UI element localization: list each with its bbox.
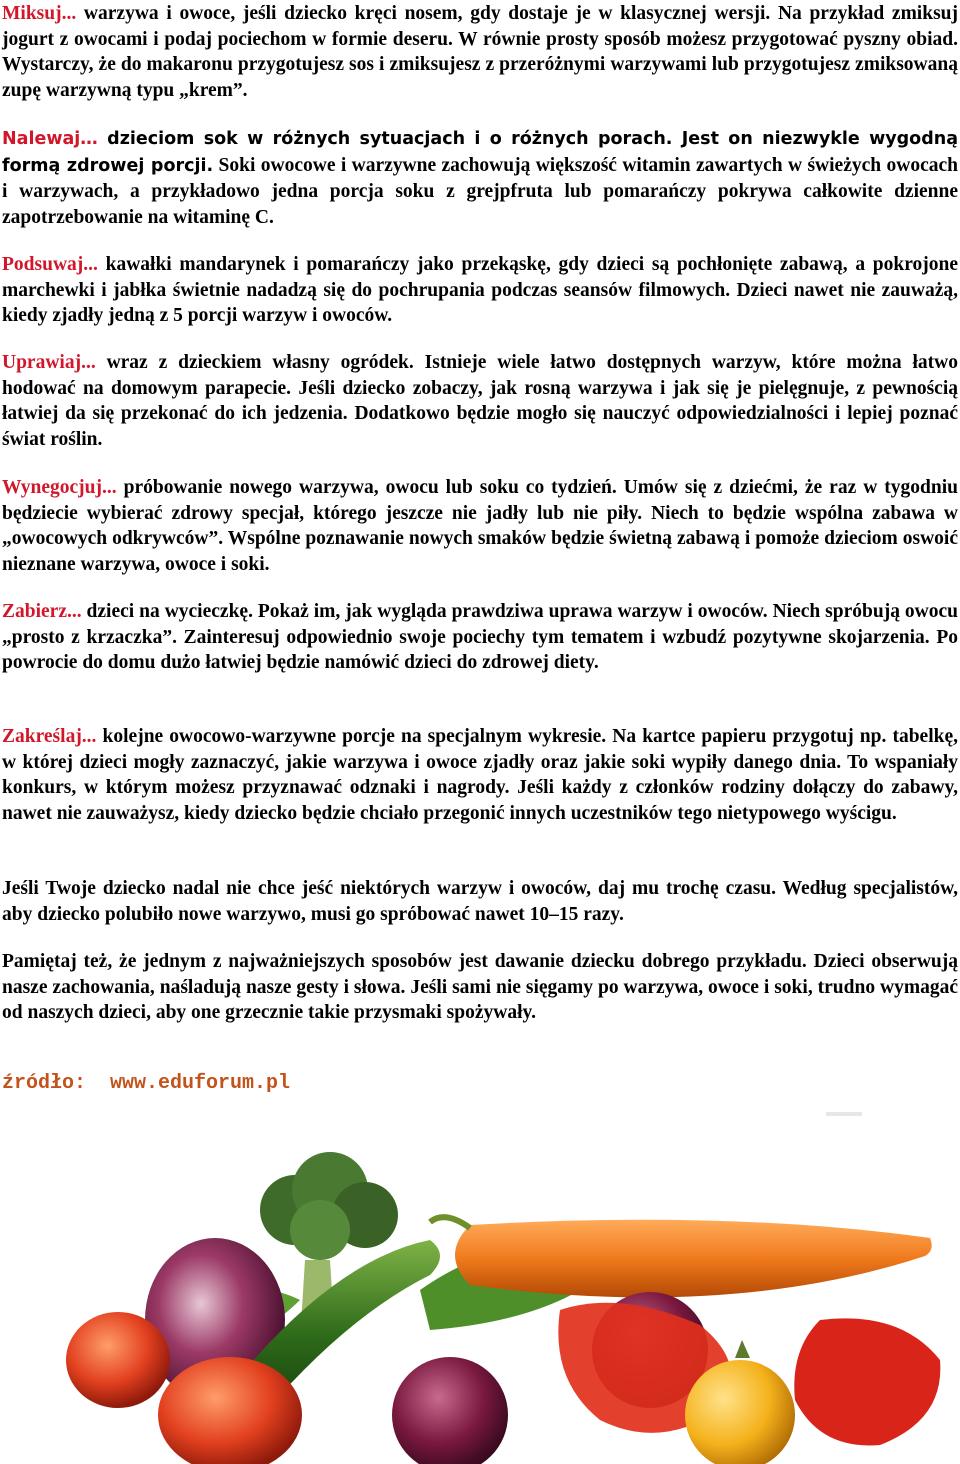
source-url[interactable]: www.eduforum.pl (110, 1072, 291, 1095)
paragraph-text: próbowanie nowego warzywa, owocu lub soku co tydzień. Umów się z dziećmi, że raz w tygodniu będziecie wybierać zdrowy specjał, którego jeszcze nie jadły lub nie piły. Niech to będzie wspólna zabawa w „owocowych odkrywców”. Wspólne poznawanie nowych smaków będzie świetną zabawą i pomoże dzieciom oswoić nieznane warzywa, owoce i soki. (2, 477, 958, 575)
paragraph-text: wraz z dzieckiem własny ogródek. Istnieje wiele łatwo dostępnych warzyw, które można łatwo hodować na domowym parapecie. Jeśli dziecko zobaczy, jak rosną warzywa i jak się je pielęgnuje, z pewnością łatwiej da się przekonać do ich jedzenia. Dodatkowo będzie mogło się nauczyć odpowiedzialności i lepiej poznać świat roślin. (2, 352, 958, 450)
paragraph-zakreslaj (2, 724, 958, 826)
paragraph-text-sans: dzieciom sok w różnych sytuacjach i o różnych porach. Jest on niezwykle wygodną formą zdrowej porcji. (2, 129, 958, 176)
paragraph-text: Pamiętaj też, że jednym z najważniejszych sposobów jest dawanie dziecku dobrego przykładu. Dzieci obserwują nasze zachowania, naśladują nasze gesty i słowa. Jeśli sami nie sięgamy po warzywa, owoce i soki, trudno wymagać od naszych dzieci, aby one grzecznie takie przysmaki spożywały. (2, 951, 958, 1024)
source-line (2, 1072, 290, 1095)
lead-word-zakreslaj: Zakreślaj... (2, 726, 97, 747)
tiny-watermark (826, 1112, 862, 1116)
lead-word-zabierz: Zabierz... (2, 601, 82, 622)
paragraph-text: kawałki mandarynek i pomarańczy jako przekąskę, gdy dzieci są pochłonięte zabawą, a pokrojone marchewki i jabłka świetnie nadadzą się do pochrupania podczas seansów filmowych. Dzieci nawet nie zauważą, kiedy zjadły jedną z 5 porcji warzyw i owoców. (2, 254, 958, 327)
paragraph-text: Jeśli Twoje dziecko nadal nie chce jeść niektórych warzyw i owoców, daj mu trochę czasu. Według specjalistów, aby dziecko polubiło nowe warzywo, musi go spróbować nawet 10–15 razy. (2, 878, 958, 925)
paragraph-nalewaj (2, 126, 958, 230)
paragraph-text: warzywa i owoce, jeśli dziecko kręci nosem, gdy dostaje je w klasycznej wersji. Na przykład zmiksuj jogurt z owocami i podaj pociechom w formie deseru. W równie prosty sposób możesz przygotować pyszny obiad. Wystarczy, że do makaronu przygotujesz sos i zmiksujesz z przeróżnymi warzywami lub przygotujesz zmiksowaną zupę warzywną typu „krem”. (2, 3, 958, 101)
lead-word-miksuj: Miksuj... (2, 3, 77, 24)
lead-word-wynegocjuj: Wynegocjuj... (2, 477, 117, 498)
paragraph-example (2, 949, 958, 1026)
vegetables-photo (0, 1150, 960, 1464)
paragraph-text: kolejne owocowo-warzywne porcje na specjalnym wykresie. Na kartce papieru przygotuj np. tabelkę, w której dzieci mogły zaznaczyć, jakie warzywa i owoce zjadły oraz jakie soki wypiły danego dnia. To wspaniały konkurs, w którym możesz przyznawać odznaki i nagrody. Jeśli każdy z członków rodziny dołączy do zabawy, nawet nie zauważysz, kiedy dziecko będzie chciało przegonić innych uczestników tego nietypowego wyścigu. (2, 726, 958, 824)
paragraph-wynegocjuj (2, 475, 958, 577)
carrot-shape (455, 1220, 932, 1298)
paragraph-zabierz (2, 599, 958, 676)
paragraph-text: Soki owocowe i warzywne zachowują większość witamin zawartych w świeżych owocach i warzywach, a przykładowo jedna porcja soku z grejpfruta lub pomarańczy pokrywa całkowite dzienne zapotrzebowanie na witaminę C. (2, 154, 958, 228)
red-pepper-right-shape (794, 1318, 940, 1445)
lead-word-nalewaj: Nalewaj… (2, 129, 98, 149)
small-tomato-shape (66, 1312, 170, 1408)
red-onion-shape (392, 1357, 508, 1464)
source-label: źródło: (2, 1072, 87, 1095)
lead-word-podsuwaj: Podsuwaj... (2, 254, 98, 275)
lead-word-uprawiaj: Uprawiaj... (2, 352, 96, 373)
paragraph-podsuwaj (2, 252, 958, 329)
paragraph-text: dzieci na wycieczkę. Pokaż im, jak wygląda prawdziwa uprawa warzyw i owoców. Niech spróbują owocu „prosto z krzaczka”. Zainteresuj odpowiednio swoje pociechy tym tematem i wzbudź pozytywne skojarzenia. Po powrocie do domu dużo łatwiej będzie namówić dzieci do zdrowej diety. (2, 601, 958, 674)
paragraph-uprawiaj (2, 350, 958, 452)
paragraph-miksuj (2, 1, 958, 103)
paragraph-patience (2, 876, 958, 927)
